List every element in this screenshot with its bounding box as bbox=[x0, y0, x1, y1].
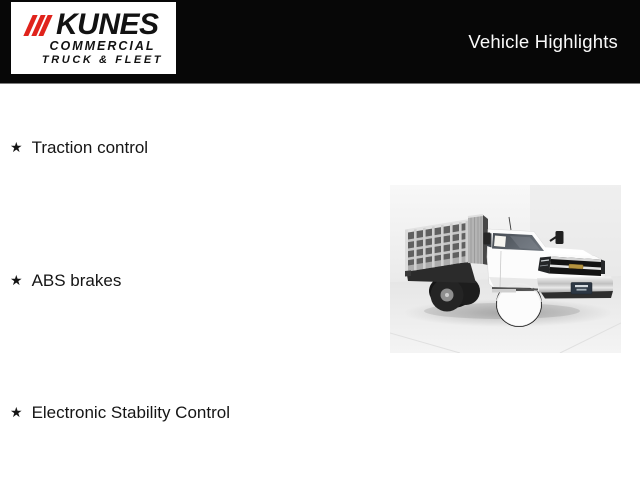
highlight-item bbox=[10, 270, 121, 292]
page-title: Vehicle Highlights bbox=[468, 31, 618, 52]
vehicle-photo bbox=[390, 185, 621, 353]
highlight-item bbox=[10, 137, 148, 159]
truck-image bbox=[390, 185, 621, 353]
star-icon: ★ bbox=[10, 403, 23, 420]
highlight-label: ABS brakes bbox=[31, 271, 122, 290]
logo-subline-commercial: COMMERCIAL bbox=[49, 38, 156, 53]
highlight-label: Electronic Stability Control bbox=[31, 403, 230, 422]
star-icon: ★ bbox=[10, 138, 23, 155]
logo-subline-truck-fleet: TRUCK & FLEET bbox=[41, 53, 164, 66]
highlight-label: Traction control bbox=[31, 138, 149, 157]
logo-brand-text: KUNES bbox=[55, 7, 159, 41]
highlight-item bbox=[10, 402, 230, 424]
star-icon: ★ bbox=[10, 271, 23, 288]
